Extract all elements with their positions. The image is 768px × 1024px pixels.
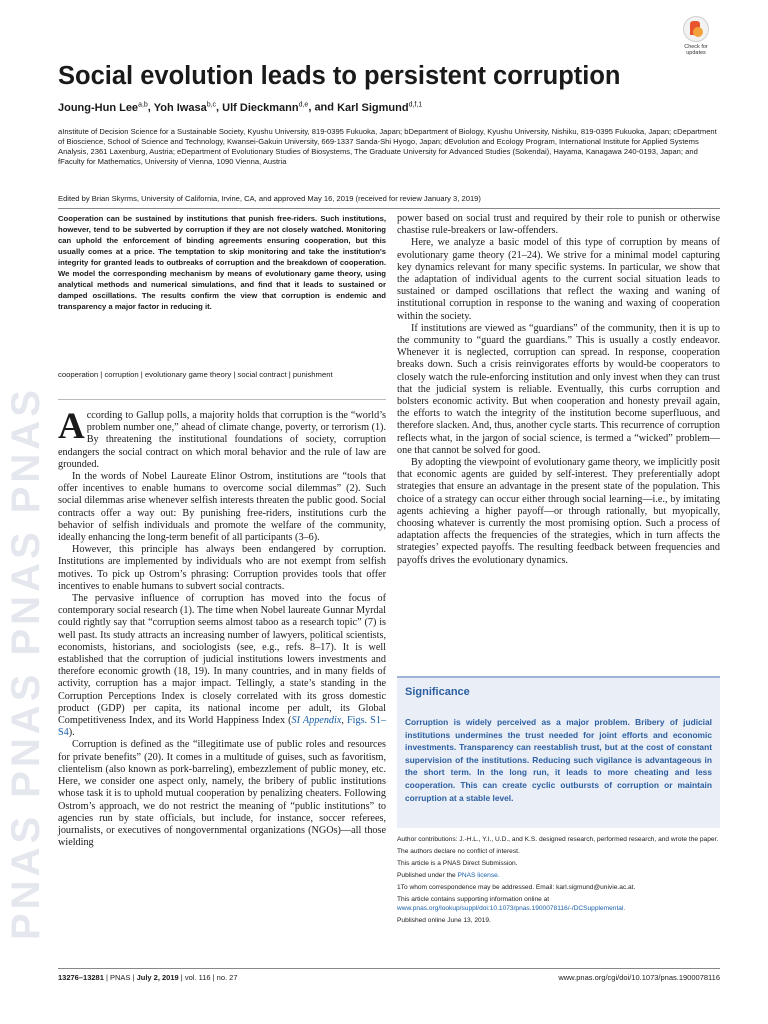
figures-link[interactable]: Figs. S1–S4	[58, 715, 387, 739]
body-right-column	[397, 213, 720, 567]
check-updates-icon	[683, 16, 709, 42]
author-1[interactable]: Yoh Iwasa$^{b,c}$	[153, 101, 217, 114]
author-list: Joung-Hun Lee$^{a,b}$, Yoh Iwasa$^{b,c}$, Ulf Dieckmann$^{d,e}$, and Karl Sigmund$^{d,f,1}$	[58, 101, 423, 114]
author-0[interactable]: Joung-Hun Lee$^{a,b}$	[58, 101, 148, 114]
page-range: 13276–13281	[58, 973, 104, 982]
body-paragraph: Here, we analyze a basic model of this type of corruption by means of evolutionary game theory (21–24). We strive for a minimal model capturing key dynamics relevant for many specific systems. In particular, we show that the adaptation of individual agents to the current social situation leads to sustained or damped oscillations that reflect the waxing and waning of institutional corruption in response to the waning and waxing of cooperation within the society.	[397, 237, 720, 322]
volume: vol. 116	[184, 973, 211, 982]
supporting-info-link[interactable]: www.pnas.org/lookup/suppl/doi:10.1073/pnas.1900078116/-/DCSupplemental.	[397, 905, 626, 912]
article-notes	[397, 835, 720, 928]
license-link[interactable]: PNAS license.	[457, 872, 500, 879]
body-paragraph: If institutions are viewed as “guardians” of the community, then it is up to the community to “guard the guardians.” This is usually a costly endeavor. Whenever it is neglected, corruption can spread. In response, cooperation breaks down. Such a crisis reinvigorates efforts by would-be cooperators to closely watch the rule-enforcing institution and only invest when they can trust that the judicial system is reliable. Eventually, this curbs corruption and bolsters economic activity. But when cooperation and honesty prevail again, the efforts to watch the integrity of the institution become superfluous, and therefore slacken. And, thus, another cycle starts. This recurrence of corruption reflects what, in the jargon of social science, is termed a “wicked” problem—one that cannot be solved for good.	[397, 322, 720, 456]
body-left-column	[58, 406, 387, 849]
author-2[interactable]: Ulf Dieckmann$^{d,e}$	[222, 101, 309, 114]
watermark-text: PNAS PNAS PNAS PNAS	[4, 386, 48, 940]
affiliations: aInstitute of Decision Science for a Sustainable Society, Kyushu University, 819-0395 Fukuoka, Japan; bDepartment of Biology, Kyushu University, Nishiku, 819-0395 Fukuoka, Japan; cDepartment of Bioscience, School of Science and Technology, Kwansei-Gakuin University, 669-1337 Sanda-Shi Hyogo, Japan; dEvolution and Ecology Program, International Institute for Applied Systems Analysis, 2361 Laxenburg, Austria; eDepartment of Evolutionary Studies of Biosystems, The Graduate University for Advanced Studies (Sokendai), Hayama, Kanagawa 240-0193, Japan; and fFaculty for Mathematics, University of Vienna, 1090 Vienna, Austria	[58, 127, 717, 166]
significance-box	[397, 676, 720, 828]
check-for-updates-badge[interactable]	[678, 16, 714, 60]
drop-cap: A	[58, 406, 85, 447]
edited-by-line: Edited by Brian Skyrms, University of California, Irvine, CA, and approved May 16, 2019 (received for review January 3, 2019)	[58, 194, 481, 203]
issue-date: July 2, 2019	[136, 973, 179, 982]
submission-note: This article is a PNAS Direct Submission.	[397, 860, 518, 867]
journal-name: PNAS	[110, 973, 131, 982]
author-contributions: Author contributions: J.-H.L., Y.I., U.D., and K.S. designed research, performed research, and wrote the paper.	[397, 836, 719, 843]
doi-url[interactable]: www.pnas.org/cgi/doi/10.1073/pnas.1900078116	[558, 973, 720, 982]
significance-title: Significance	[405, 686, 470, 698]
body-paragraph: By adopting the viewpoint of evolutionary game theory, we implicitly posit that economic agents are guided by self-interest. They preferentially adopt strategies that ensure an advantage in the present state of the population. This choice of a strategy can occur either through social learning—i.e., by imitating agents achieving a higher payoff—or through rationally, but myopically, choosing whatever is currently the most promising option. Such a process of adaptation affects the frequencies of the strategies, which in turn affects the strategies’ expected payoffs. The resulting feedback between frequencies and payoffs drives the evolutionary dynamics.	[397, 457, 720, 566]
body-paragraph: In the words of Nobel Laureate Elinor Ostrom, institutions are “tools that offer incentives to enable humans to overcome social dilemmas” (2). Such social dilemmas arise whenever selfish interests threaten the public good. Social contracts offer a way out: By punishing free-riders, institutions curb the behavior of selfish individuals and promote the welfare of the community, ideally enhancing the long-term benefit of all participants (3–6).	[58, 471, 386, 544]
correspondence-note: 1To whom correspondence may be addressed. Email: karl.sigmund@univie.ac.at.	[397, 884, 636, 891]
article-title: Social evolution leads to persistent corruption	[58, 62, 621, 90]
footer-divider	[58, 968, 720, 969]
body-paragraph: Corruption is defined as the “illegitimate use of public roles and resources for private benefits” (20). It comes in a multitude of guises, such as favoritism, clientelism (also known as pork-barreling), embezzlement of public money, etc. Here, we consider one aspect only, namely, the bribery of public institutions whose task it is to uphold mutual cooperation by penalizing cheaters. Following Ostrom’s approach, we do not restrict the meaning of “public institutions” to agencies run by state officials, but include, for instance, soccer referees, journalists, or executives of nongovernmental organizations (NGOs)—all those wielding	[58, 739, 386, 849]
keywords-divider	[58, 399, 386, 400]
body-paragraph: According to Gallup polls, a majority holds that corruption is the “world’s problem number one,” ahead of climate change, poverty, or terrorism (1). By threatening the institutional foundations of society, corruption endangers the social contract on which moral behavior and the rule of law are grounded.	[58, 406, 386, 470]
citation-footer: 13276–13281 | PNAS | July 2, 2019 | vol. 116 | no. 27	[58, 973, 238, 982]
journal-watermark	[2, 80, 48, 940]
license-note: Published under the PNAS license.	[397, 872, 500, 879]
issue: no. 27	[216, 973, 238, 982]
body-paragraph: The pervasive influence of corruption has moved into the focus of contemporary social research (1). The time when Nobel laureate Gunnar Myrdal could rightly say that “corruption seems almost taboo as a research topic” (7) is well past. Its study attracts an increasing number of lawyers, political scientists, economists, historians, and sociologists (see, e.g., refs. 8–17). It is well established that the corruption of judicial institutions lowers investments and therefore economic growth (18, 19). In many countries, and in many fields of activity, corruption has a major impact. Tellingly, a state’s standing in the Corruption Perceptions Index is closely correlated with its gross domestic product (GDP) per capita, its national income per adult, its Global Competitiveness Index, and its World Happiness Index (SI Appendix, Figs. S1–S4).	[58, 593, 387, 739]
header-divider	[58, 208, 720, 209]
author-3[interactable]: Karl Sigmund$^{d,f,1}$	[337, 101, 423, 114]
published-date: Published online June 13, 2019.	[397, 917, 491, 924]
significance-text: Corruption is widely perceived as a major problem. Bribery of judicial institutions undermines the trust needed for joint efforts and economic investments. Transparency can reestablish trust, but at the cost of constant supervision of the institutions. Reducing such vigilance is advantageous in the short term. In the long run, it leads to more cheating and less cooperation. This can create cyclic outbursts of corruption or maintain corruption at a stable level.	[405, 717, 712, 803]
keywords: cooperation | corruption | evolutionary game theory | social contract | punishment	[58, 370, 333, 379]
si-appendix-link[interactable]: SI Appendix	[291, 715, 342, 727]
conflict-statement: The authors declare no conflict of interest.	[397, 848, 520, 855]
abstract: Cooperation can be sustained by institutions that punish free-riders. Such institutions, however, tend to be subverted by corruption if they are not closely watched. Monitoring can uphold the enforcement of binding agreements ensuring cooperation, but this usually comes at a price. The temptation to skip monitoring and take the institution's integrity for granted leads to outbreaks of corruption and the breakdown of cooperation. We model the corresponding mechanism by means of evolutionary game theory, using analytical methods and numerical simulations, and find that it leads to sustained or damped oscillations. The results confirm the view that corruption is endemic and transparency a major factor in reducing it.	[58, 214, 386, 311]
body-paragraph: However, this principle has always been endangered by corruption. Institutions are implemented by individuals who are not exempt from selfish motives. To pick up Ostrom’s phrasing: Corruption provides tools that offer incentives to enable humans to subvert social contracts.	[58, 544, 386, 592]
body-paragraph: power based on social trust and required by their role to punish or otherwise chastise rule-breakers or law-offenders.	[397, 213, 720, 237]
check-updates-label: Check for updates	[684, 44, 708, 56]
supporting-info-note: This article contains supporting information online at www.pnas.org/lookup/suppl/doi:10.1073/pnas.1900078116/-/DCSupplemental.	[397, 896, 626, 912]
